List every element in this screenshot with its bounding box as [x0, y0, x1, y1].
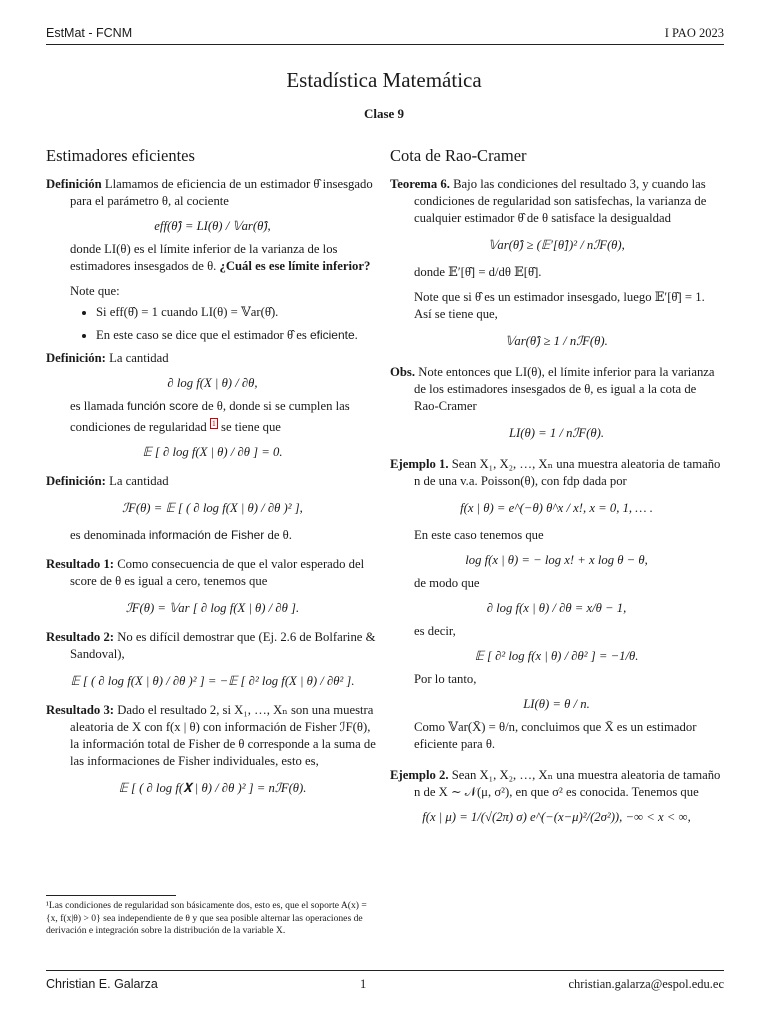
theorem-6 — [390, 176, 723, 227]
def2-cont-a: es llamada — [70, 399, 124, 413]
list-item: • Si eff(θ̂) = 1 cuando LI(θ) = 𝕍ar(θ̂). — [96, 304, 379, 321]
equation-rao-cramer-unbiased: 𝕍ar(θ̂) ≥ 1 / nℐF(θ). — [505, 334, 608, 348]
obs-text: Note entonces que LI(θ), el límite inferior para la varianza de los estimadores insesgados de θ, es igual a la cota de Rao-Cramer — [414, 365, 715, 413]
equation-li: LI(θ) = 1 / nℐF(θ). — [509, 426, 604, 440]
footnote: ¹Las condiciones de regularidad son básicamente dos, esto es, que el soporte A(x) = {x, f(x|θ) > 0} sea independiente de θ y que sea posible alternar las operaciones de derivación e integración sobre la distribución de la variable X. — [46, 900, 367, 936]
def2-cont-c: de θ, donde si se cumplen las condiciones de regularidad — [70, 399, 350, 435]
section-heading-estimadores: Estimadores eficientes — [46, 146, 195, 165]
ex2-label: Ejemplo 2. — [390, 768, 449, 782]
res2-label: Resultado 2: — [46, 630, 115, 645]
equation-log: log f(x | θ) = − log x! + x log θ − θ, — [465, 553, 648, 567]
def1-cont-text: donde LI(θ) es el límite inferior de la varianza de los estimadores insesgados de θ. — [70, 242, 338, 273]
header-right: I PAO 2023 — [664, 26, 724, 40]
page-header — [46, 26, 724, 41]
equation-fisher: ℐF(θ) = 𝔼 [ ( ∂ log f(X | θ) / ∂θ )² ], — [122, 501, 303, 516]
ex1-label: Ejemplo 1. — [390, 457, 449, 471]
bullet2-term: eficiente — [309, 328, 355, 342]
observation — [390, 364, 723, 415]
equation-poisson: f(x | θ) = e^(−θ) θ^x / x!, x = 0, 1, … . — [460, 501, 653, 515]
ex1-text: Sean X₁, X₂, …, Xₙ una muestra aleatoria de tamaño n de una v.a. Poisson(θ), con fdp dada por — [414, 457, 721, 488]
footer-email[interactable]: christian.galarza@espol.edu.ec — [568, 977, 724, 991]
def1-label: Definición — [46, 177, 102, 191]
bullet2-text: En este caso se dice que el estimador θ̂ es — [96, 328, 307, 342]
definition-1 — [46, 176, 379, 210]
def3-cont-a: es denominada — [70, 528, 146, 543]
equation-first-derivative: ∂ log f(x | θ) / ∂θ = x/θ − 1, — [486, 601, 627, 615]
equation-result-3: 𝔼 [ ( ∂ log f(𝐗 | θ) / ∂θ )² ] = nℐF(θ). — [118, 781, 307, 796]
page-title: Estadística Matemática — [286, 68, 482, 92]
equation-result-1: ℐF(θ) = 𝕍ar [ ∂ log f(X | θ) / ∂θ ]. — [125, 601, 300, 616]
ex1-step-b: de modo que — [414, 576, 480, 590]
header-left: EstMat - FCNM — [46, 26, 133, 40]
def2-continuation — [46, 398, 379, 436]
ex1-conclusion: Como 𝕍ar(X̄) = θ/n, concluimos que X̄ es un estimador eficiente para θ. — [414, 720, 697, 751]
result-3 — [46, 702, 379, 770]
equation-normal: f(x | μ) = 1/(√(2π) σ) e^(−(x−μ)²/(2σ²)), −∞ < x < ∞, — [422, 810, 691, 824]
def2-label: Definición: — [46, 351, 106, 365]
res1-text: Como consecuencia de que el valor esperado del score de θ es igual a cero, tenemos que — [70, 557, 365, 589]
thm-where: donde 𝔼′[θ̂] = d/dθ 𝔼[θ̂]. — [414, 265, 542, 279]
def3-text: La cantidad — [109, 474, 169, 489]
page-number: 1 — [360, 977, 367, 991]
page-subtitle: Clase 9 — [363, 106, 405, 121]
def1-text: Llamamos de eficiencia de un estimador θ̂ insesgado para el parámetro θ, al cociente — [70, 177, 373, 208]
def3-label: Definición: — [46, 474, 106, 489]
footer-author: Christian E. Galarza — [46, 977, 158, 991]
thm-text: Bajo las condiciones del resultado 3, y cuando las condiciones de regularidad son satisfechas, la varianza de cualquier estimador θ̂ de θ satisface la desigualdad — [414, 177, 707, 225]
example-1 — [390, 456, 723, 490]
note-label: Note que: — [70, 284, 120, 298]
res3-text: Dado el resultado 2, si X₁, …, Xₙ son una muestra aleatoria de X con f(x | θ) con información de Fisher ℐF(θ), la información total de Fisher de θ corresponde a la suma de las informaciones de Fisher individuales, esto es, — [70, 703, 376, 769]
result-2 — [46, 629, 379, 663]
equation-result-2: 𝔼 [ ( ∂ log f(X | θ) / ∂θ )² ] = −𝔼 [ ∂² log f(X | θ) / ∂θ² ]. — [70, 674, 355, 689]
def2-cont-d: se tiene que — [221, 420, 281, 435]
footnote-rule — [46, 895, 176, 896]
def1-question: ¿Cuál es ese límite inferior? — [219, 259, 371, 273]
definition-2 — [46, 350, 379, 367]
equation-second-derivative: 𝔼 [ ∂² log f(x | θ) / ∂θ² ] = −1/θ. — [474, 649, 639, 663]
obs-label: Obs. — [390, 365, 416, 379]
left-column — [46, 146, 379, 807]
section-heading-rao-cramer: Cota de Rao-Cramer — [390, 146, 527, 165]
def2-term: función score — [127, 399, 199, 413]
definition-3 — [46, 473, 379, 490]
ex2-text: Sean X₁, X₂, …, Xₙ una muestra aleatoria de tamaño n de X ∼ 𝒩(μ, σ²), en que σ² es conocida. Tenemos que — [414, 768, 721, 799]
equation-score: ∂ log f(X | θ) / ∂θ, — [167, 376, 258, 390]
thm-label: Teorema 6. — [390, 177, 450, 191]
def2-text: La cantidad — [109, 351, 169, 365]
equation-eff: eff(θ̂) = LI(θ) / 𝕍ar(θ̂), — [154, 219, 271, 233]
res2-text: No es difícil demostrar que (Ej. 2.6 de Bolfarine & Sandoval), — [70, 630, 376, 662]
example-2 — [390, 767, 723, 801]
ex1-step-d: Por lo tanto, — [414, 672, 477, 686]
def3-cont-c: de θ. — [267, 528, 292, 543]
def3-continuation — [46, 527, 379, 544]
note-list — [46, 304, 379, 344]
thm-note: Note que si θ̂ es un estimador insesgado, luego 𝔼′[θ̂] = 1. Así se tiene que, — [414, 290, 705, 321]
list-item: • En este caso se dice que el estimador θ̂ es eficiente. — [96, 327, 379, 344]
header-rule — [46, 44, 724, 45]
footer-rule — [46, 970, 724, 971]
res1-label: Resultado 1: — [46, 557, 115, 572]
equation-rao-cramer: 𝕍ar(θ̂) ≥ (𝔼′[θ̂])² / nℐF(θ), — [488, 238, 625, 252]
equation-expected-score: 𝔼 [ ∂ log f(X | θ) / ∂θ ] = 0. — [142, 445, 283, 460]
page-footer — [46, 977, 724, 992]
def1-continuation — [46, 241, 379, 275]
res3-label: Resultado 3: — [46, 703, 115, 718]
equation-li-poisson: LI(θ) = θ / n. — [523, 697, 590, 711]
ex1-step-c: es decir, — [414, 624, 456, 638]
right-column — [390, 146, 723, 832]
result-1 — [46, 556, 379, 590]
ex1-step-a: En este caso tenemos que — [414, 528, 544, 542]
footnote-link[interactable]: 1 — [211, 419, 216, 428]
def3-term: información de Fisher — [148, 528, 265, 543]
